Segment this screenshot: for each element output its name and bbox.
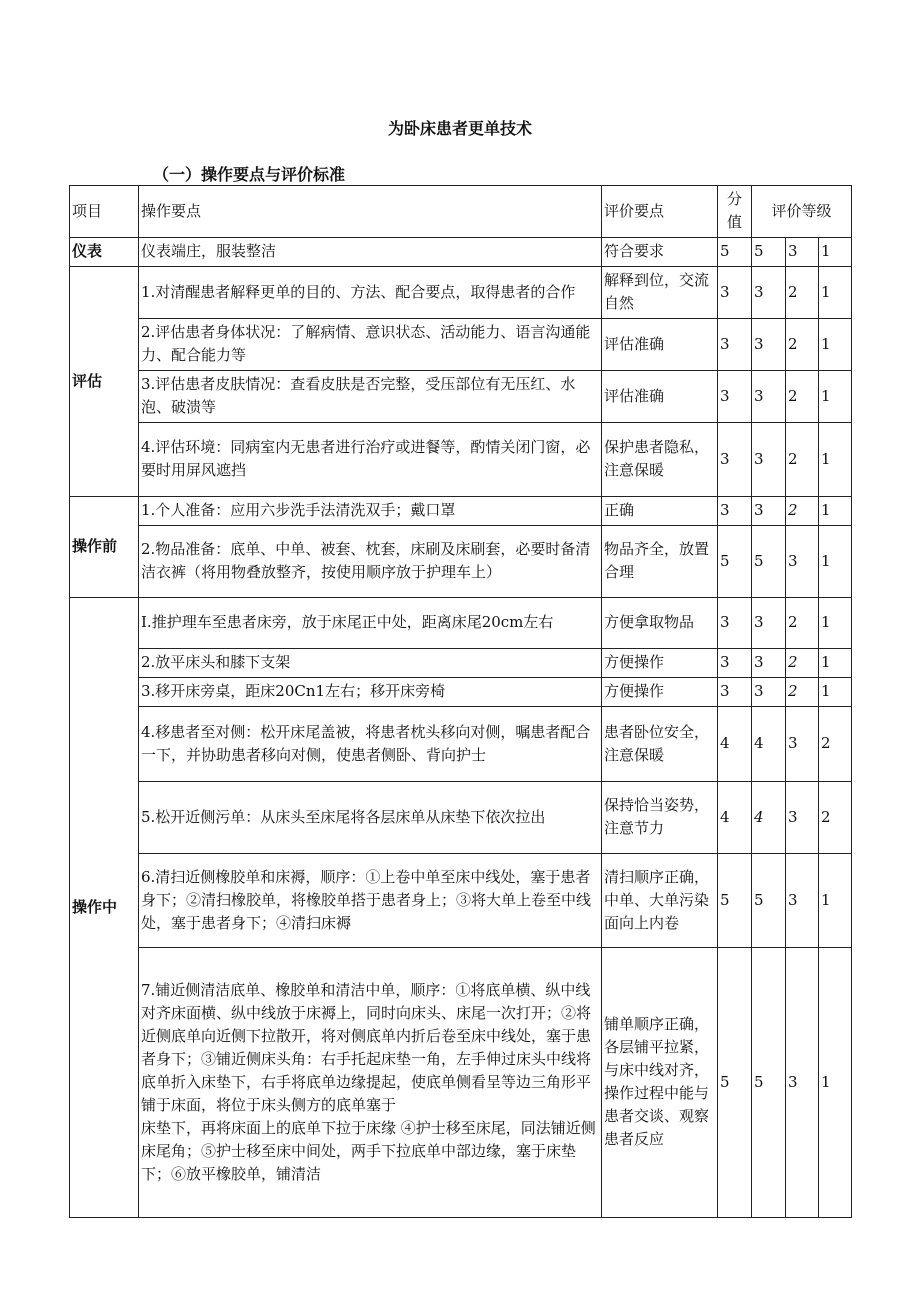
row-score: 3 bbox=[718, 423, 752, 497]
row-point: 5.松开近侧污单：从床头至床尾将各层床单从床垫下依次拉出 bbox=[139, 782, 602, 854]
row-score: 4 bbox=[718, 707, 752, 782]
row-score: 3 bbox=[718, 319, 752, 371]
table-row bbox=[70, 371, 852, 423]
row-point: 6.清扫近侧橡胶单和床褥，顺序：①上卷中单至床中线处，塞于患者身下；②清扫橡胶单，将橡胶单搭于患者身上；③将大单上卷至中线处，塞于患者身下；④清扫床褥 bbox=[139, 854, 602, 948]
row-grade-a: 5 bbox=[752, 948, 786, 1218]
section-caozuozhong: 操作中 bbox=[70, 598, 139, 1218]
row-grade-a: 5 bbox=[752, 238, 786, 267]
row-point: 2.评估患者身体状况：了解病情、意识状态、活动能力、语言沟通能力、配合能力等 bbox=[139, 319, 602, 371]
row-point bbox=[139, 948, 602, 1218]
row-grade-b: 2 bbox=[786, 649, 819, 678]
header-score: 分值 bbox=[718, 186, 752, 238]
header-item: 项目 bbox=[70, 186, 139, 238]
table-row bbox=[70, 649, 852, 678]
table-row bbox=[70, 497, 852, 526]
table-row bbox=[70, 678, 852, 707]
table-row bbox=[70, 238, 852, 267]
row-eval: 方便拿取物品 bbox=[602, 598, 718, 649]
row-grade-a: 4 bbox=[752, 782, 786, 854]
table-row bbox=[70, 782, 852, 854]
row-point: 4.评估环境：同病室内无患者进行治疗或进餐等，酌情关闭门窗，必要时用屏风遮挡 bbox=[139, 423, 602, 497]
row-grade-c: 2 bbox=[819, 782, 852, 854]
row-point: 3.评估患者皮肤情况：查看皮肤是否完整，受压部位有无压红、水泡、破溃等 bbox=[139, 371, 602, 423]
row-grade-a: 3 bbox=[752, 319, 786, 371]
row-grade-a: 3 bbox=[752, 497, 786, 526]
table-row bbox=[70, 948, 852, 1218]
row-score: 3 bbox=[718, 649, 752, 678]
row-point: 2.放平床头和膝下支架 bbox=[139, 649, 602, 678]
row-grade-b: 2 bbox=[786, 371, 819, 423]
table-row bbox=[70, 598, 852, 649]
row-eval: 清扫顺序正确，中单、大单污染面向上内卷 bbox=[602, 854, 718, 948]
row-score: 3 bbox=[718, 497, 752, 526]
section-subtitle: （一）操作要点与评价标准 bbox=[153, 165, 346, 184]
row-score: 3 bbox=[718, 598, 752, 649]
header-grade: 评价等级 bbox=[752, 186, 852, 238]
row-point-part-a: 7.铺近侧清洁底单、橡胶单和清洁中单，顺序：①将底单横、纵中线对齐床面横、纵中线放于床褥上，同时向床头、床尾一次打开；②将近侧底单向近侧下拉散开，将对侧底单内折后卷至床中线处，塞于患者身下；③铺近侧床头角：右手托起床垫一角，左手伸过床头中线将底单折入床垫下，右手将底单边缘提起，使底单侧看呈等边三角形平铺于床面，将位于床头侧方的底单塞于 bbox=[141, 980, 592, 1114]
row-score: 3 bbox=[718, 267, 752, 319]
row-score: 5 bbox=[718, 526, 752, 598]
table-row bbox=[70, 854, 852, 948]
row-grade-c: 1 bbox=[819, 598, 852, 649]
row-score: 3 bbox=[718, 678, 752, 707]
row-grade-a: 3 bbox=[752, 649, 786, 678]
row-grade-b: 2 bbox=[786, 497, 819, 526]
table-row bbox=[70, 267, 852, 319]
row-grade-a: 5 bbox=[752, 526, 786, 598]
row-grade-c: 1 bbox=[819, 423, 852, 497]
row-grade-c: 1 bbox=[819, 948, 852, 1218]
row-point: 3.移开床旁桌，距床20Cn1左右；移开床旁椅 bbox=[139, 678, 602, 707]
row-eval: 符合要求 bbox=[602, 238, 718, 267]
row-point: 4.移患者至对侧：松开床尾盖被，将患者枕头移向对侧，嘱患者配合一下，并协助患者移向对侧，使患者侧卧、背向护士 bbox=[139, 707, 602, 782]
row-grade-c: 1 bbox=[819, 854, 852, 948]
row-grade-b: 2 bbox=[786, 423, 819, 497]
table-row bbox=[70, 319, 852, 371]
row-grade-b: 3 bbox=[786, 707, 819, 782]
row-point: 1.对清醒患者解释更单的目的、方法、配合要点，取得患者的合作 bbox=[139, 267, 602, 319]
table-row bbox=[70, 707, 852, 782]
row-grade-b: 3 bbox=[786, 782, 819, 854]
header-points: 操作要点 bbox=[139, 186, 602, 238]
row-grade-c: 1 bbox=[819, 497, 852, 526]
row-score: 3 bbox=[718, 371, 752, 423]
row-grade-b: 2 bbox=[786, 267, 819, 319]
row-grade-b: 3 bbox=[786, 854, 819, 948]
row-eval: 物品齐全，放置合理 bbox=[602, 526, 718, 598]
evaluation-table bbox=[69, 185, 852, 1218]
row-grade-a: 3 bbox=[752, 423, 786, 497]
section-caozuoqian: 操作前 bbox=[70, 497, 139, 598]
row-point: 1.个人准备：应用六步洗手法清洗双手；戴口罩 bbox=[139, 497, 602, 526]
header-row bbox=[70, 186, 852, 238]
row-eval: 患者卧位安全，注意保暖 bbox=[602, 707, 718, 782]
row-grade-b: 2 bbox=[786, 319, 819, 371]
row-grade-a: 3 bbox=[752, 267, 786, 319]
row-eval: 评估准确 bbox=[602, 319, 718, 371]
row-grade-c: 1 bbox=[819, 678, 852, 707]
row-eval: 保持恰当姿势，注意节力 bbox=[602, 782, 718, 854]
row-grade-b: 2 bbox=[786, 678, 819, 707]
row-grade-a: 3 bbox=[752, 598, 786, 649]
row-eval: 评估准确 bbox=[602, 371, 718, 423]
row-score: 5 bbox=[718, 238, 752, 267]
row-eval: 方便操作 bbox=[602, 678, 718, 707]
row-grade-a: 3 bbox=[752, 678, 786, 707]
row-grade-c: 1 bbox=[819, 238, 852, 267]
row-point: I.推护理车至患者床旁，放于床尾正中处，距离床尾20cm左右 bbox=[139, 598, 602, 649]
row-grade-c: 1 bbox=[819, 267, 852, 319]
row-grade-c: 1 bbox=[819, 319, 852, 371]
row-eval: 铺单顺序正确，各层铺平拉紧，与床中线对齐，操作过程中能与患者交谈、观察患者反应 bbox=[602, 948, 718, 1218]
table-row bbox=[70, 423, 852, 497]
row-grade-b: 3 bbox=[786, 526, 819, 598]
row-grade-b: 3 bbox=[786, 238, 819, 267]
row-score: 5 bbox=[718, 854, 752, 948]
row-point-part-b: 床垫下，再将床面上的底单下拉于床缘 ④护士移至床尾，同法铺近侧床尾角；⑤护士移至床中间处，两手下拉底单中部边缘，塞于床垫下；⑥放平橡胶单，铺清洁 bbox=[141, 1118, 596, 1183]
row-grade-a: 3 bbox=[752, 371, 786, 423]
section-pinggu: 评估 bbox=[70, 267, 139, 497]
table-row bbox=[70, 526, 852, 598]
row-grade-c: 1 bbox=[819, 649, 852, 678]
row-grade-b: 3 bbox=[786, 948, 819, 1218]
row-grade-a: 5 bbox=[752, 854, 786, 948]
row-grade-c: 2 bbox=[819, 707, 852, 782]
row-grade-a: 4 bbox=[752, 707, 786, 782]
row-score: 4 bbox=[718, 782, 752, 854]
row-eval: 正确 bbox=[602, 497, 718, 526]
row-point: 仪表端庄，服装整洁 bbox=[139, 238, 602, 267]
row-eval: 保护患者隐私，注意保暖 bbox=[602, 423, 718, 497]
row-grade-b: 2 bbox=[786, 598, 819, 649]
row-grade-c: 1 bbox=[819, 526, 852, 598]
row-eval: 方便操作 bbox=[602, 649, 718, 678]
section-yibiao: 仪表 bbox=[70, 238, 139, 267]
header-eval: 评价要点 bbox=[602, 186, 718, 238]
page-title: 为卧床患者更单技术 bbox=[387, 119, 532, 138]
row-grade-c: 1 bbox=[819, 371, 852, 423]
row-eval: 解释到位，交流自然 bbox=[602, 267, 718, 319]
row-point: 2.物品准备：底单、中单、被套、枕套，床刷及床刷套，必要时备清洁衣裤（将用物叠放整齐，按使用顺序放于护理车上） bbox=[139, 526, 602, 598]
row-score: 5 bbox=[718, 948, 752, 1218]
